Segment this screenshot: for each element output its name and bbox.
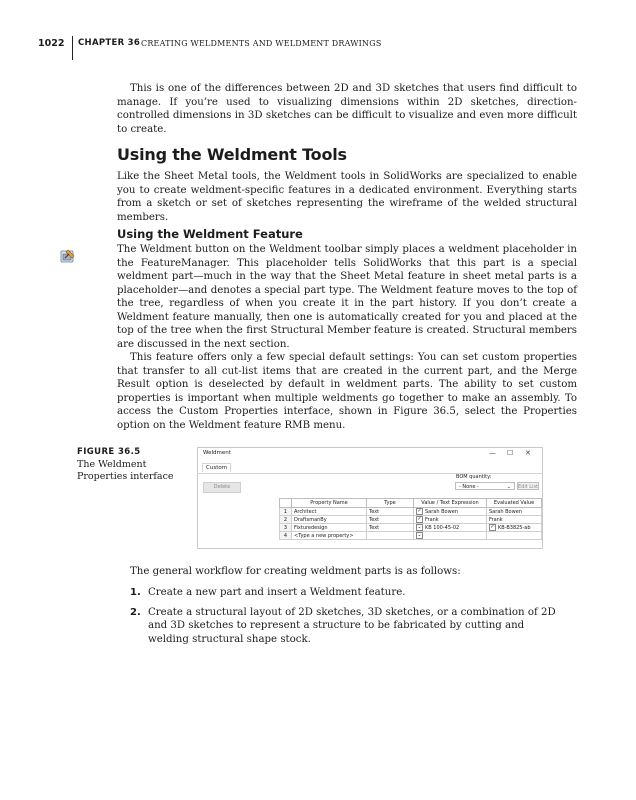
- type-cell[interactable]: [367, 508, 414, 516]
- tab-custom[interactable]: Custom: [202, 463, 231, 472]
- evaluated-cell: [487, 532, 542, 540]
- table-header-row: [280, 499, 542, 508]
- step-text: Create a structural layout of 2D sketches, 3D sketches, or a combination of 2D and 3D sketches to represent a structure to be fabricated by cutting and welding structural shape stock.: [148, 606, 556, 645]
- section-paragraph: Like the Sheet Metal tools, the Weldment tools in SolidWorks are specialized to enable you to create weldment-specific features in a dedicated environment. Everything starts from a sketch or set of sketches representing the wireframe of the welded structural members.: [117, 171, 577, 223]
- checkbox-icon[interactable]: ✓: [417, 516, 422, 522]
- workflow-intro: The general workflow for creating weldment parts is as follows:: [130, 566, 461, 577]
- type-cell[interactable]: [367, 532, 414, 540]
- value-cell[interactable]: [414, 524, 487, 532]
- step-number: 2.: [130, 606, 141, 618]
- chevron-down-icon: ⌄: [506, 484, 511, 490]
- column-header: [280, 499, 292, 508]
- figure-label: FIGURE 36.5: [77, 447, 141, 457]
- header-divider: [72, 36, 73, 60]
- bom-quantity-value: - None -: [459, 484, 479, 490]
- close-button[interactable]: ✕: [525, 449, 531, 457]
- step-number: 1.: [130, 587, 141, 598]
- type-value: Text: [369, 508, 380, 515]
- figure-caption-text: The Weldment Properties interface: [77, 458, 174, 482]
- value-cell[interactable]: [414, 532, 487, 540]
- type-value: Text: [369, 524, 380, 531]
- weldment-properties-window: [197, 447, 543, 549]
- row-number: 3: [280, 524, 292, 532]
- value-cell[interactable]: [414, 508, 487, 516]
- property-name-cell[interactable]: DraftsmanBy: [292, 516, 367, 524]
- properties-table: [279, 498, 542, 540]
- table-row[interactable]: [280, 524, 542, 532]
- type-cell[interactable]: [367, 516, 414, 524]
- row-number: 2: [280, 516, 292, 524]
- evaluated-cell: Sarah Bowen: [487, 508, 542, 516]
- subsection-paragraph-1: The Weldment button on the Weldment toolbar simply places a weldment placeholder in the FeatureManager. This placeholder tells SolidWorks that this part is a special weldment part—much in the way that the Sheet Metal feature in sheet metal parts is a placeholder—and denotes a special part type. The Weldment feature moves to the top of the tree, regardless of when you create it in the part history. If you don’t create a Weldment feature manually, then one is automatically created for you and placed at the top of the tree when the first Structural Member feature is created. Structural members are discussed in the next section.: [117, 244, 577, 350]
- value-text: Frank: [425, 517, 439, 523]
- evaluated-cell: Frank: [487, 516, 542, 524]
- subsection-paragraph-2: This feature offers only a few special default settings: You can set custom properties that transfer to all cut-list items that are created in the current part, and the Merge Result option is deselected by default in weldment parts. The ability to set custom properties is important when multiple weldments go together to make an assembly. To access the Custom Properties interface, shown in Figure 36.5, select the Properties option on the Weldment feature RMB menu.: [117, 352, 577, 431]
- list-item: [117, 606, 567, 647]
- window-title: Weldment: [203, 450, 231, 456]
- column-header[interactable]: Type: [367, 499, 414, 508]
- intro-block: [117, 82, 577, 136]
- figure-caption: [77, 446, 177, 484]
- table-row[interactable]: [280, 516, 542, 524]
- table-row[interactable]: [280, 532, 542, 540]
- new-property-cell[interactable]: <Type a new property>: [292, 532, 367, 540]
- chapter-title: CREATING WELDMENTS AND WELDMENT DRAWINGS: [141, 38, 382, 48]
- value-text: KB 100-45-02: [425, 525, 460, 531]
- window-titlebar: [198, 448, 542, 462]
- checkbox-icon[interactable]: ✓: [417, 508, 422, 514]
- value-text: Sarah Bowen: [425, 509, 458, 515]
- property-name-cell[interactable]: Architect: [292, 508, 367, 516]
- bom-quantity-label: BOM quantity:: [456, 474, 492, 480]
- checkbox-icon[interactable]: ⌄: [417, 524, 422, 530]
- evaluated-cell: [487, 524, 542, 532]
- step-text: Create a new part and insert a Weldment feature.: [148, 587, 406, 598]
- checkbox-icon[interactable]: ✓: [490, 524, 495, 530]
- column-header[interactable]: Value / Text Expression: [414, 499, 487, 508]
- chevron-down-icon[interactable]: ⌄: [417, 532, 422, 538]
- edit-list-button[interactable]: Edit List: [518, 484, 539, 490]
- tab-strip: [198, 462, 542, 474]
- intro-paragraph: This is one of the differences between 2D and 3D sketches that users find difficult to manage. If you’re used to visualizing dimensions within 2D sketches, direction-controlled dimensions in 3D sketches can be difficult to visualize and even more difficult to create.: [117, 83, 577, 135]
- type-cell[interactable]: [367, 524, 414, 532]
- table-row[interactable]: [280, 508, 542, 516]
- evaluated-text: KB-B3825-ab: [498, 525, 531, 531]
- weldment-feature-icon: [60, 248, 76, 264]
- delete-button[interactable]: Delete: [203, 482, 241, 493]
- minimize-button[interactable]: —: [489, 449, 496, 457]
- column-header[interactable]: Evaluated Value: [487, 499, 542, 508]
- bom-quantity-select[interactable]: [455, 482, 515, 490]
- chapter-label: CHAPTER 36: [78, 38, 141, 48]
- column-header[interactable]: Property Name: [292, 499, 367, 508]
- workflow-steps: [117, 586, 567, 652]
- list-item: [117, 586, 567, 600]
- subsection-heading: Using the Weldment Feature: [117, 227, 303, 241]
- row-number: 1: [280, 508, 292, 516]
- property-name-cell[interactable]: Fixturedesign: [292, 524, 367, 532]
- section-heading: Using the Weldment Tools: [117, 145, 347, 164]
- maximize-button[interactable]: ☐: [507, 449, 514, 457]
- page-number: 1022: [38, 38, 65, 49]
- section-weldment-tools: [117, 145, 577, 224]
- running-header: [38, 36, 598, 60]
- value-cell[interactable]: [414, 516, 487, 524]
- subsection-weldment-feature: [117, 227, 577, 432]
- row-number: 4: [280, 532, 292, 540]
- type-value: Text: [369, 516, 380, 523]
